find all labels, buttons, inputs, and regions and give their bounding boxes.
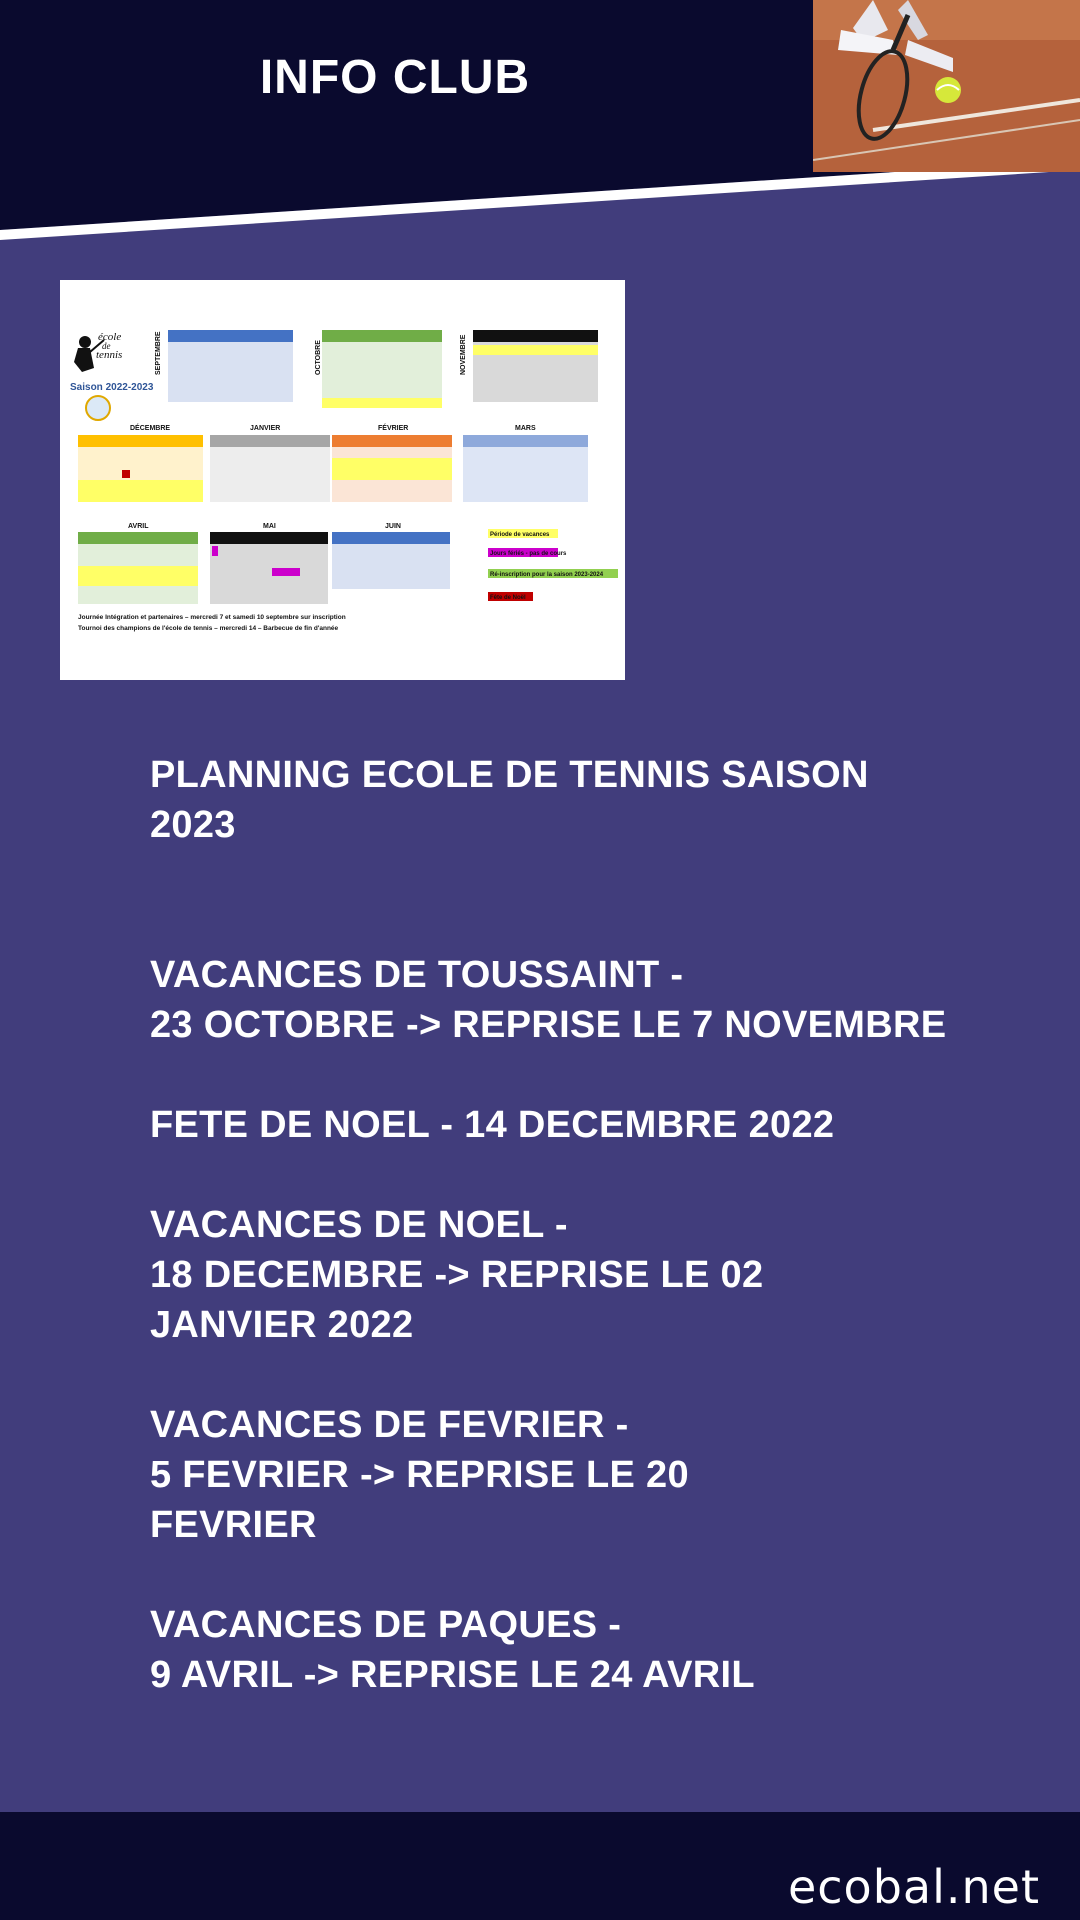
svg-text:Période de vacances: Période de vacances [490, 532, 550, 538]
svg-text:AVRIL: AVRIL [128, 523, 149, 530]
svg-text:SEPTEMBRE: SEPTEMBRE [155, 331, 162, 375]
info-content [150, 750, 1010, 1750]
svg-text:JUIN: JUIN [385, 523, 401, 530]
school-line1: école [98, 331, 122, 343]
easter-holiday-notice: VACANCES DE PAQUES - 9 AVRIL -> REPRISE LE 24 AVRIL [150, 1604, 755, 1696]
month-january [210, 425, 330, 502]
svg-text:MAI: MAI [263, 523, 276, 530]
calendar-footnote-2: Tournoi des champions de l'école de tennis – mercredi 14 – Barbecue de fin d'année [78, 625, 339, 632]
svg-text:OCTOBRE: OCTOBRE [315, 340, 322, 375]
month-may [210, 523, 328, 604]
season-label: Saison 2022-2023 [70, 382, 154, 393]
february-holiday-notice: VACANCES DE FEVRIER - 5 FEVRIER -> REPRISE LE 20 FEVRIER [150, 1404, 689, 1546]
calendar-legend [488, 529, 618, 601]
planning-heading: PLANNING ECOLE DE TENNIS SAISON 2023 [150, 754, 869, 846]
month-march [463, 425, 588, 502]
svg-text:JANVIER: JANVIER [250, 425, 281, 432]
brand-label: ecobal.net [787, 1860, 1040, 1914]
month-november [460, 330, 598, 402]
svg-text:FÉVRIER: FÉVRIER [378, 425, 409, 432]
month-october [315, 330, 442, 408]
school-line2: de [102, 341, 111, 351]
svg-text:Fête de Noël: Fête de Noël [490, 595, 526, 601]
svg-text:Jours fériés - pas de cours: Jours fériés - pas de cours [490, 551, 567, 557]
svg-text:Ré-inscription pour la saison: Ré-inscription pour la saison 2023-2024 [490, 572, 604, 578]
month-september [155, 330, 293, 402]
calendar-footnote-1: Journée Intégration et partenaires – mercredi 7 et samedi 10 septembre sur inscription [78, 614, 346, 621]
month-june [332, 523, 450, 589]
tennis-player-photo [813, 0, 1080, 172]
page-title: INFO CLUB [259, 51, 531, 104]
christmas-holiday-notice: VACANCES DE NOEL - 18 DECEMBRE -> REPRISE LE 02 JANVIER 2022 [150, 1204, 764, 1346]
christmas-party-notice: FETE DE NOEL - 14 DECEMBRE 2022 [150, 1104, 835, 1146]
svg-text:MARS: MARS [515, 425, 536, 432]
toussaint-notice: VACANCES DE TOUSSAINT - 23 OCTOBRE -> REPRISE LE 7 NOVEMBRE [150, 954, 947, 1046]
svg-text:DÉCEMBRE: DÉCEMBRE [130, 425, 171, 432]
club-emblem-icon [86, 396, 110, 420]
month-december [78, 423, 203, 502]
svg-text:NOVEMBRE: NOVEMBRE [460, 334, 467, 375]
season-calendar-image [60, 280, 625, 680]
month-february [332, 423, 452, 502]
school-line3: tennis [96, 349, 123, 361]
month-april [78, 523, 198, 604]
